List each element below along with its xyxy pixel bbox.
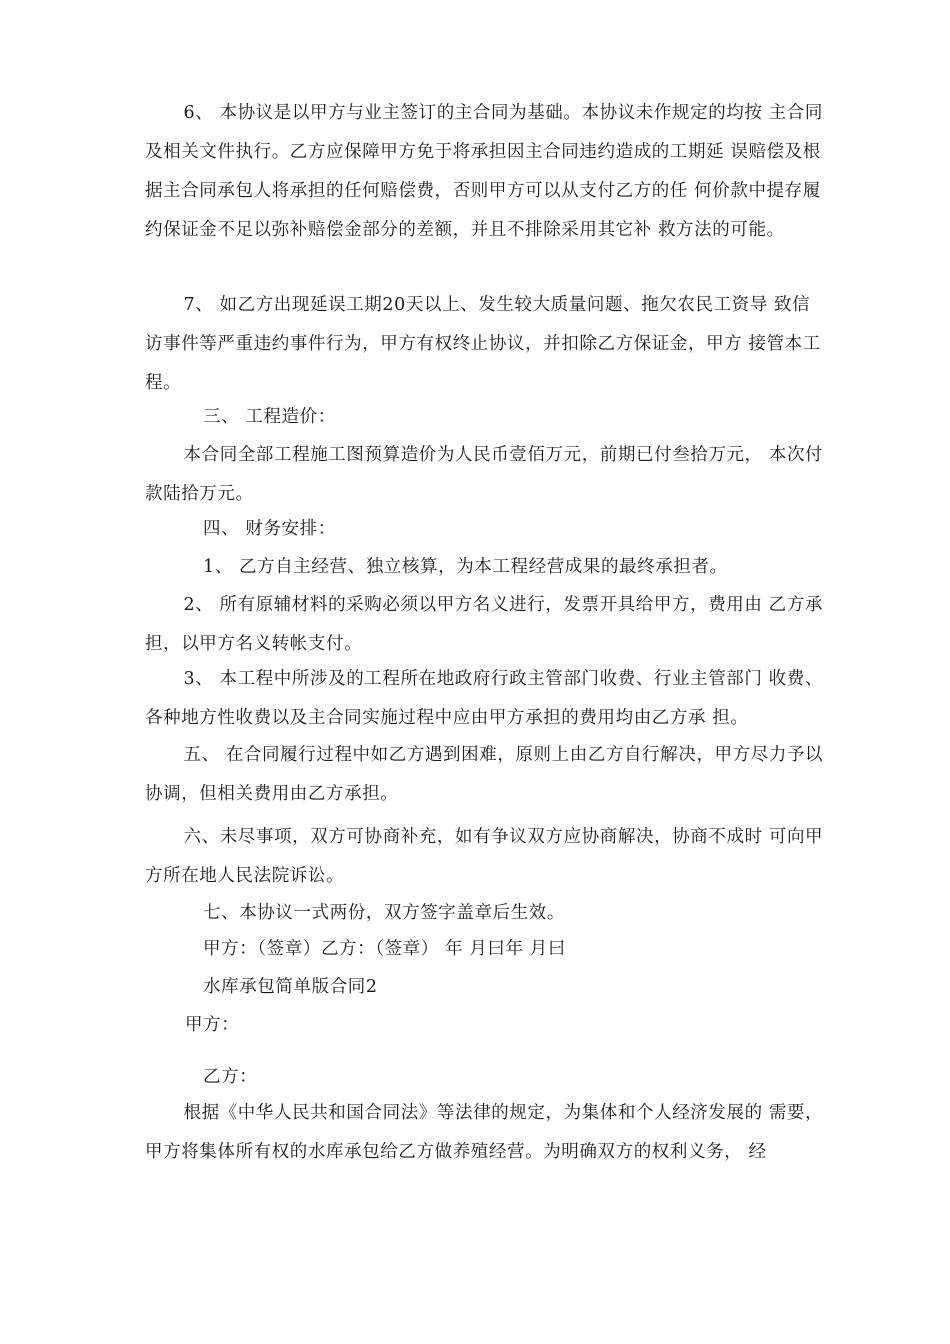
section-6 bbox=[145, 818, 825, 896]
finance-item-2 bbox=[145, 586, 825, 664]
clause-7-text: 7、 如乙方出现延误工期20天以上、发生较大质量问题、拖欠农民工资导 致信访事件等严重违约事件行为，甲方有权终止协议，并扣除乙方保证金，甲方 接管本工程。 bbox=[145, 295, 821, 393]
section-3-body bbox=[145, 436, 825, 514]
finance-item-2-text: 2、 所有原辅材料的采购必须以甲方名义进行，发票开具给甲方，费用由 乙方承担，以甲方名义转帐支付。 bbox=[145, 595, 823, 654]
finance-item-3-text: 3、 本工程中所涉及的工程所在地政府行政主管部门收费、行业主管部门 收费、各种地方性收费以及主合同实施过程中应由甲方承担的费用均由乙方承 担。 bbox=[145, 669, 823, 728]
section-5 bbox=[145, 736, 825, 814]
section-6-text: 六、未尽事项，双方可协商补充，如有争议双方应协商解决，协商不成时 可向甲方所在地人民法院诉讼。 bbox=[145, 827, 824, 886]
clause-6-text: 6、 本协议是以甲方与业主签订的主合同为基础。本协议未作规定的均按 主合同及相关文件执行。乙方应保障甲方免于将承担因主合同违约造成的工期延 误赔偿及根据主合同承包人将承担的任何赔偿费，否则甲方可以从支付乙方的任 何价款中提存履约保证金不足以弥补赔偿金部分的差额，并且不排除采用其它补 救方法的可能。 bbox=[145, 103, 823, 240]
contract-2-intro-text: 根据《中华人民共和国合同法》等法律的规定，为集体和个人经济发展的 需要，甲方将集体所有权的水库承包给乙方做养殖经营。为明确双方的权利义务， 经 bbox=[145, 1103, 824, 1162]
finance-item-1: 1、 乙方自主经营、独立核算，为本工程经营成果的最终承担者。 bbox=[203, 557, 728, 577]
section-3-body-text: 本合同全部工程施工图预算造价为人民币壹佰万元，前期已付叁拾万元， 本次付款陆拾万元。 bbox=[145, 445, 824, 504]
party-b-label: 乙方： bbox=[203, 1067, 258, 1087]
finance-item-3 bbox=[145, 660, 825, 738]
contract-2-title: 水库承包简单版合同2 bbox=[203, 977, 378, 997]
clause-7 bbox=[145, 286, 825, 403]
party-a-label: 甲方： bbox=[185, 1015, 240, 1035]
section-7: 七、本协议一式两份，双方签字盖章后生效。 bbox=[203, 903, 565, 923]
contract-2-intro bbox=[145, 1094, 825, 1172]
signature-line: 甲方：（签章）乙方：（签章） 年 月曰年 月曰 bbox=[203, 939, 566, 959]
section-5-text: 五、 在合同履行过程中如乙方遇到困难，原则上由乙方自行解决，甲方尽力予以协调，但相关费用由乙方承担。 bbox=[145, 745, 824, 804]
section-3-title: 三、 工程造价： bbox=[203, 407, 336, 427]
clause-6 bbox=[145, 94, 825, 250]
section-4-title: 四、 财务安排： bbox=[203, 519, 336, 539]
